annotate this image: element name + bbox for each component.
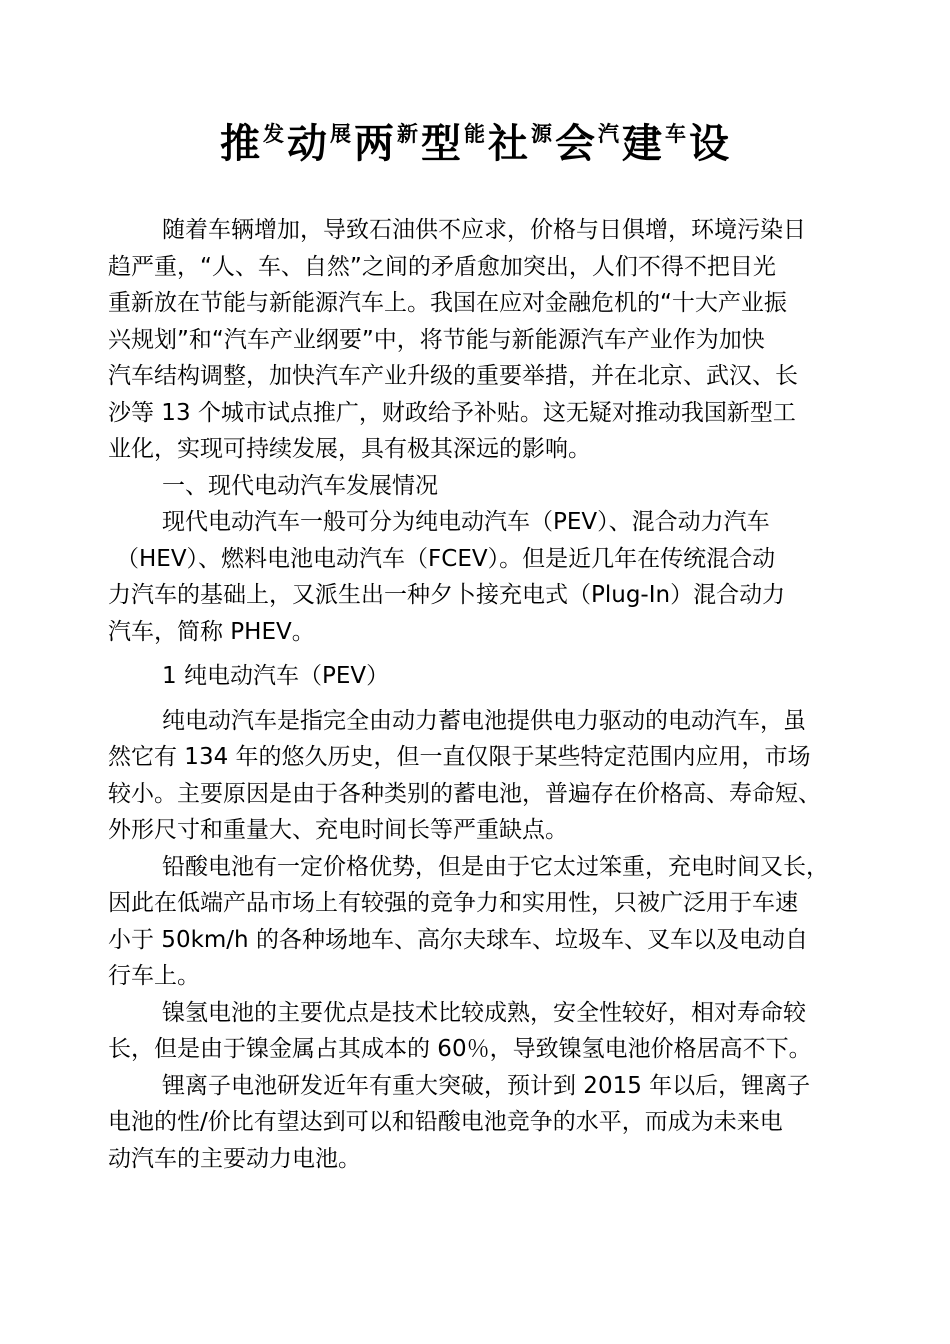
text-line: 动汽车的主要动力电池。 (108, 1145, 361, 1172)
text-line: 纯电动汽车是指完全由动力蓄电池提供电力驱动的电动汽车，虽 (162, 707, 806, 734)
text-line: 因此在低端产品市场上有较强的竞争力和实用性，只被广泛用于车速 (108, 890, 798, 916)
title-char: 设 (689, 121, 730, 167)
text-line: 汽车结构调整，加快汽车产业升级的重要举措，并在北京、武汉、长 (108, 363, 798, 389)
title-small-char: 能 (464, 122, 486, 146)
text-line: 汽车，简称 PHEV。 (108, 618, 315, 645)
title-char: 两 (354, 121, 395, 167)
text-line: 然它有 134 年的悠久历史，但一直仅限于某些特定范围内应用，市场 (108, 744, 811, 770)
subsection-heading: 1 纯电动汽车（PEV） (162, 663, 390, 689)
title-char: 动 (287, 121, 328, 167)
title-char: 社 (488, 121, 529, 167)
document-title (0, 112, 950, 169)
text-line: 小于 50km/h 的各种场地车、高尔夫球车、垃圾车、叉车以及电动自 (108, 926, 808, 953)
text-line: 趋严重，“人、车、自然”之间的矛盾愈加突出，人们不得不把目光 (108, 253, 776, 280)
text-line: 行车上。 (108, 963, 200, 989)
title-char: 推 (220, 121, 261, 167)
text-line: 重新放在节能与新能源汽车上。我国在应对金融危机的“十大产业振 (108, 290, 787, 316)
text-line: （HEV）、燃料电池电动汽车（FCEV）。但是近几年在传统混合动 (116, 545, 776, 572)
title-char: 型 (421, 121, 462, 167)
text-line: 业化，实现可持续发展，具有极其深远的影响。 (108, 436, 591, 462)
title-small-char: 展 (330, 122, 352, 146)
title-char: 建 (622, 121, 663, 167)
text-line: 沙等 13 个城市试点推广，财政给予补贴。这无疑对推动我国新型工 (108, 399, 796, 426)
text-line: 镍氢电池的主要优点是技术比较成熟，安全性较好，相对寿命较 (162, 999, 806, 1026)
title-small-char: 发 (263, 122, 285, 146)
text-line: 现代电动汽车一般可分为纯电动汽车（PEV）、混合动力汽车 (162, 509, 770, 535)
title-small-char: 汽 (598, 122, 620, 146)
text-line: 兴规划”和“汽车产业纲要”中，将节能与新能源汽车产业作为加快 (108, 326, 765, 353)
text-line: 锂离子电池研发近年有重大突破，预计到 2015 年以后，锂离子 (162, 1072, 811, 1099)
text-line: 电池的性/价比有望达到可以和铅酸电池竞争的水平，而成为未来电 (108, 1109, 783, 1135)
text-line: 随着车辆增加，导致石油供不应求，价格与日俱增，环境污染日 (162, 217, 806, 243)
document-body (108, 212, 850, 1177)
title-small-char: 源 (531, 122, 553, 146)
text-line: 长，但是由于镍金属占其成本的 60％，导致镍氢电池价格居高不下。 (108, 1036, 812, 1062)
section-heading: 一、现代电动汽车发展情况 (162, 472, 438, 499)
text-line: 铅酸电池有一定价格优势，但是由于它太过笨重，充电时间又长， (162, 853, 829, 880)
title-char: 会 (555, 121, 596, 167)
title-small-char: 车 (665, 122, 687, 146)
text-line: 外形尺寸和重量大、充电时间长等严重缺点。 (108, 817, 568, 843)
text-line: 力汽车的基础上，又派生出一种夕卜接充电式（Plug-In）混合动力 (108, 582, 786, 608)
title-small-char: 新 (397, 122, 419, 146)
text-line: 较小。主要原因是由于各种类别的蓄电池，普遍存在价格高、寿命短、 (108, 780, 821, 807)
